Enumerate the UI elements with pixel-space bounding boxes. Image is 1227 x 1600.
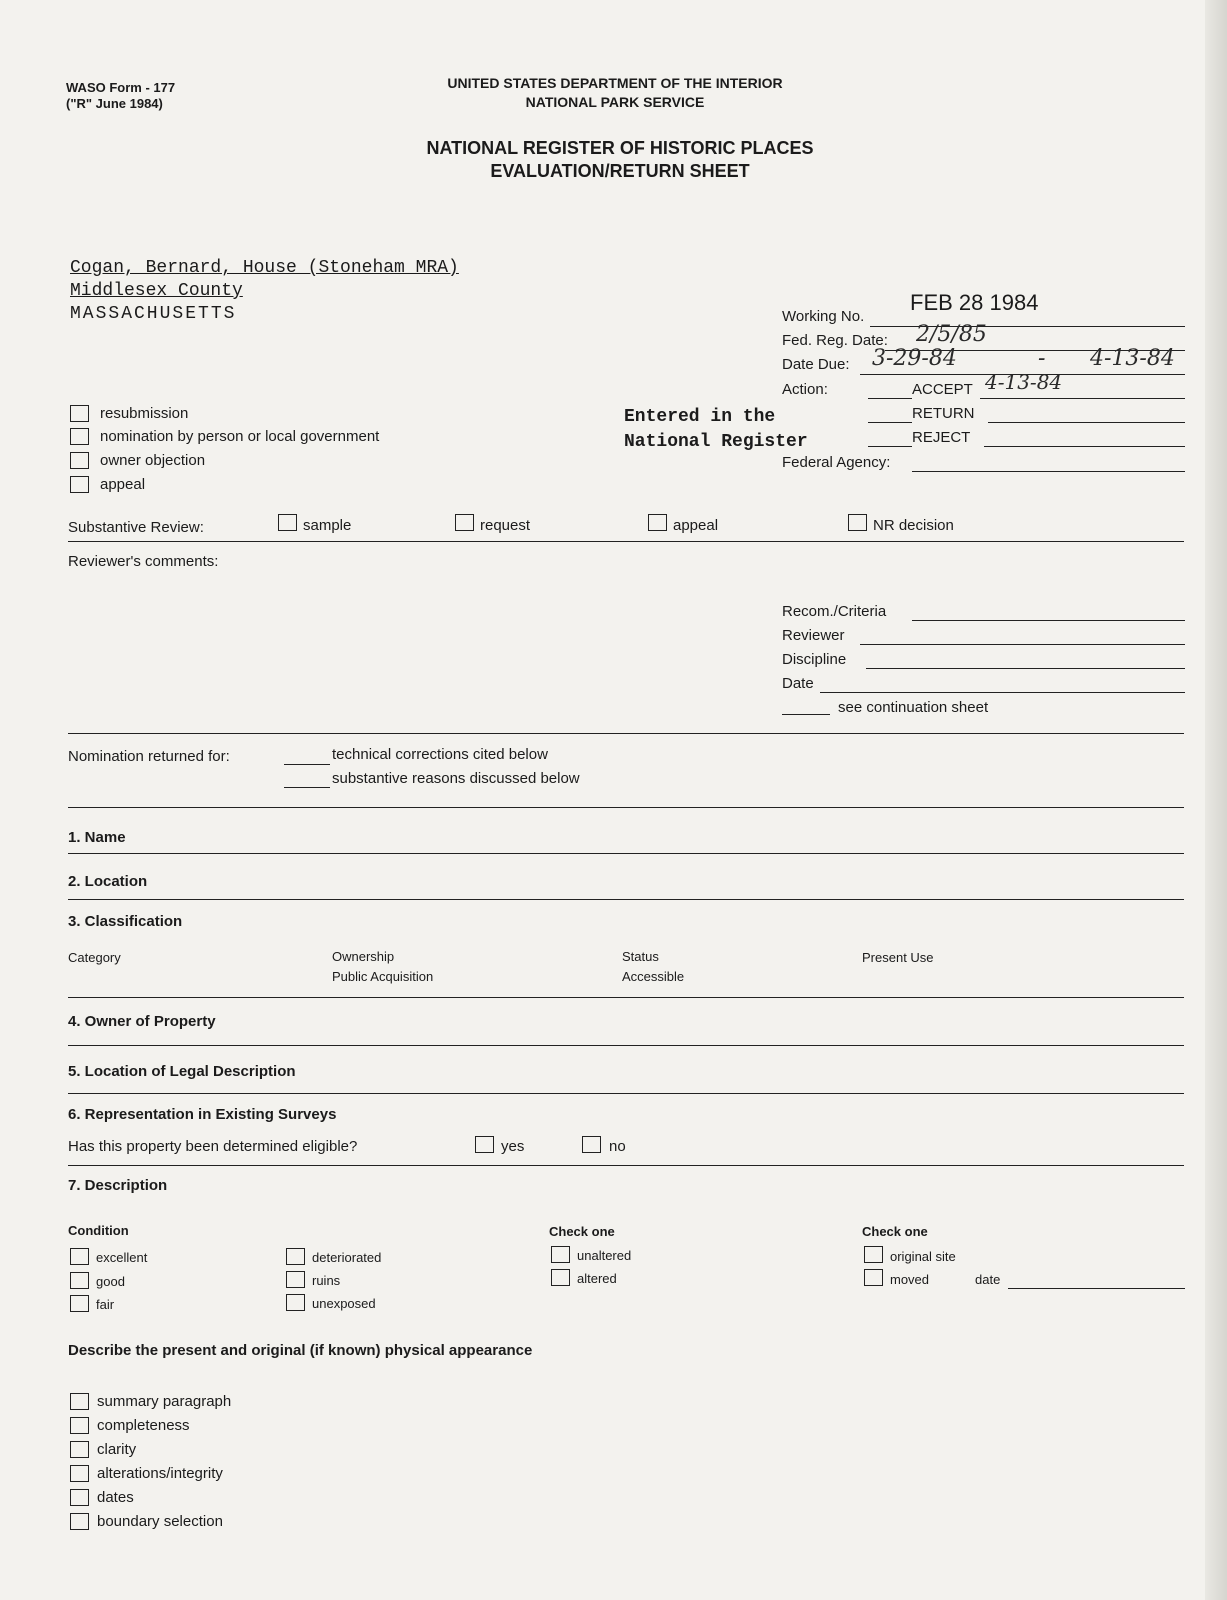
unexposed-label: unexposed (312, 1296, 376, 1311)
eligible-no-checkbox[interactable] (582, 1136, 601, 1153)
section-name: 1. Name (68, 829, 126, 846)
date-due-sep: - (1038, 346, 1046, 371)
section-legal-description: 5. Location of Legal Description (68, 1063, 296, 1080)
reject-line (984, 446, 1185, 447)
substantive-review-label: Substantive Review: (68, 519, 204, 536)
divider (68, 899, 1184, 900)
unaltered-label: unaltered (577, 1248, 632, 1263)
excellent-label: excellent (96, 1250, 148, 1265)
recom-criteria-line (912, 620, 1185, 621)
good-checkbox[interactable] (70, 1272, 89, 1289)
alterations-integrity-checkbox[interactable] (70, 1465, 89, 1482)
technical-label: technical corrections cited below (332, 746, 548, 763)
accept-handwritten: 4-13-84 (985, 370, 1063, 394)
deteriorated-label: deteriorated (312, 1250, 382, 1265)
physical-appearance-label: Describe the present and original (if known) physical appearance (68, 1342, 533, 1359)
form-revision: ("R" June 1984) (66, 96, 163, 111)
check-one-site-label: Check one (862, 1224, 928, 1239)
page-edge-shadow (1205, 0, 1227, 1600)
reviewer-comments-label: Reviewer's comments: (68, 553, 219, 570)
service-name: NATIONAL PARK SERVICE (525, 94, 705, 110)
boundary-selection-label: boundary selection (97, 1513, 223, 1530)
status-label: Status (622, 949, 659, 964)
moved-date-line (1008, 1288, 1185, 1289)
original-site-checkbox[interactable] (864, 1246, 883, 1263)
summary-paragraph-checkbox[interactable] (70, 1393, 89, 1410)
deteriorated-checkbox[interactable] (286, 1248, 305, 1265)
reject-blank (868, 446, 912, 447)
accept-label: ACCEPT (912, 381, 973, 398)
unexposed-checkbox[interactable] (286, 1294, 305, 1311)
excellent-checkbox[interactable] (70, 1248, 89, 1265)
clarity-checkbox[interactable] (70, 1441, 89, 1458)
entered-stamp-line2: National Register (624, 432, 808, 452)
section-surveys: 6. Representation in Existing Surveys (68, 1106, 337, 1123)
sample-label: sample (303, 517, 352, 534)
moved-label: moved (890, 1272, 930, 1287)
return-blank (868, 422, 912, 423)
nr-decision-label: NR decision (873, 517, 954, 534)
entered-stamp-line1: Entered in the (624, 407, 776, 427)
original-site-label: original site (890, 1249, 956, 1264)
ruins-checkbox[interactable] (286, 1271, 305, 1288)
completeness-checkbox[interactable] (70, 1417, 89, 1434)
divider (68, 1165, 1184, 1166)
resubmission-checkbox[interactable] (70, 405, 89, 422)
property-county: Middlesex County (70, 281, 243, 301)
eligible-yes-checkbox[interactable] (475, 1136, 494, 1153)
check-one-alteration-label: Check one (549, 1224, 615, 1239)
nomination-checkbox[interactable] (70, 428, 89, 445)
ownership-label: Ownership (332, 949, 395, 964)
section-description: 7. Description (68, 1177, 168, 1194)
ruins-label: ruins (312, 1273, 341, 1288)
section-location: 2. Location (68, 873, 148, 890)
department-name: UNITED STATES DEPARTMENT OF THE INTERIOR (447, 75, 783, 91)
altered-label: altered (577, 1271, 617, 1286)
substantive-blank (284, 787, 330, 788)
altered-checkbox[interactable] (551, 1269, 570, 1286)
continuation-label: see continuation sheet (838, 699, 989, 716)
appeal-label: appeal (100, 476, 146, 493)
return-line (988, 422, 1185, 423)
sample-checkbox[interactable] (278, 514, 297, 531)
good-label: good (96, 1274, 125, 1289)
continuation-blank (782, 714, 830, 715)
working-no-stamp: FEB 28 1984 (910, 290, 1039, 315)
discipline-line (866, 668, 1185, 669)
request-checkbox[interactable] (455, 514, 474, 531)
divider (68, 1093, 1184, 1094)
dates-label: dates (97, 1489, 134, 1506)
return-label: RETURN (912, 405, 975, 422)
divider (68, 1045, 1184, 1046)
working-no-label: Working No. (782, 308, 865, 325)
date-due-label: Date Due: (782, 356, 850, 373)
accept-line (980, 398, 1185, 399)
summary-paragraph-label: summary paragraph (97, 1393, 232, 1410)
eligible-question: Has this property been determined eligible? (68, 1138, 358, 1155)
date-due-handwritten-2: 4-13-84 (1090, 346, 1175, 371)
technical-blank (284, 764, 330, 765)
owner-objection-checkbox[interactable] (70, 452, 89, 469)
category-label: Category (68, 950, 121, 965)
review-appeal-label: appeal (673, 517, 719, 534)
appeal-checkbox[interactable] (70, 476, 89, 493)
eligible-no-label: no (609, 1138, 626, 1155)
discipline-label: Discipline (782, 651, 847, 668)
page-title-line2: EVALUATION/RETURN SHEET (490, 161, 750, 181)
review-appeal-checkbox[interactable] (648, 514, 667, 531)
accept-blank (868, 398, 912, 399)
eligible-yes-label: yes (501, 1138, 525, 1155)
substantive-label: substantive reasons discussed below (332, 770, 580, 787)
federal-agency-label: Federal Agency: (782, 454, 891, 471)
nomination-label: nomination by person or local government (100, 428, 380, 445)
property-state: MASSACHUSETTS (70, 304, 237, 324)
unaltered-checkbox[interactable] (551, 1246, 570, 1263)
moved-checkbox[interactable] (864, 1269, 883, 1286)
date-line (820, 692, 1185, 693)
moved-date-label: date (975, 1272, 1001, 1287)
fair-label: fair (96, 1297, 115, 1312)
action-label: Action: (782, 381, 828, 398)
federal-agency-line (912, 471, 1185, 472)
boundary-selection-checkbox[interactable] (70, 1513, 89, 1530)
divider (68, 541, 1184, 542)
form-id: WASO Form - 177 (66, 80, 176, 95)
divider (68, 853, 1184, 854)
accessible-label: Accessible (622, 969, 685, 984)
returned-label: Nomination returned for: (68, 748, 230, 765)
section-classification: 3. Classification (68, 913, 183, 930)
condition-label: Condition (68, 1223, 129, 1238)
divider (68, 733, 1184, 734)
reviewer-line (860, 644, 1185, 645)
page-title-line1: NATIONAL REGISTER OF HISTORIC PLACES (426, 138, 814, 158)
date-due-handwritten-1: 3-29-84 (872, 346, 957, 371)
alterations-integrity-label: alterations/integrity (97, 1465, 223, 1482)
request-label: request (480, 517, 531, 534)
public-acquisition-label: Public Acquisition (332, 969, 434, 984)
present-use-label: Present Use (862, 950, 934, 965)
clarity-label: clarity (97, 1441, 137, 1458)
reviewer-label: Reviewer (782, 627, 845, 644)
fair-checkbox[interactable] (70, 1295, 89, 1312)
completeness-label: completeness (97, 1417, 190, 1434)
divider (68, 807, 1184, 808)
property-name: Cogan, Bernard, House (Stoneham MRA) (70, 258, 459, 278)
divider (68, 997, 1184, 998)
recom-criteria-label: Recom./Criteria (782, 603, 887, 620)
reject-label: REJECT (912, 429, 971, 446)
owner-objection-label: owner objection (100, 452, 206, 469)
section-owner: 4. Owner of Property (68, 1013, 216, 1030)
fed-reg-label: Fed. Reg. Date: (782, 332, 888, 349)
date-label: Date (782, 675, 814, 692)
resubmission-label: resubmission (100, 405, 189, 422)
fed-reg-handwritten: 2/5/85 (916, 322, 987, 347)
nr-decision-checkbox[interactable] (848, 514, 867, 531)
dates-checkbox[interactable] (70, 1489, 89, 1506)
